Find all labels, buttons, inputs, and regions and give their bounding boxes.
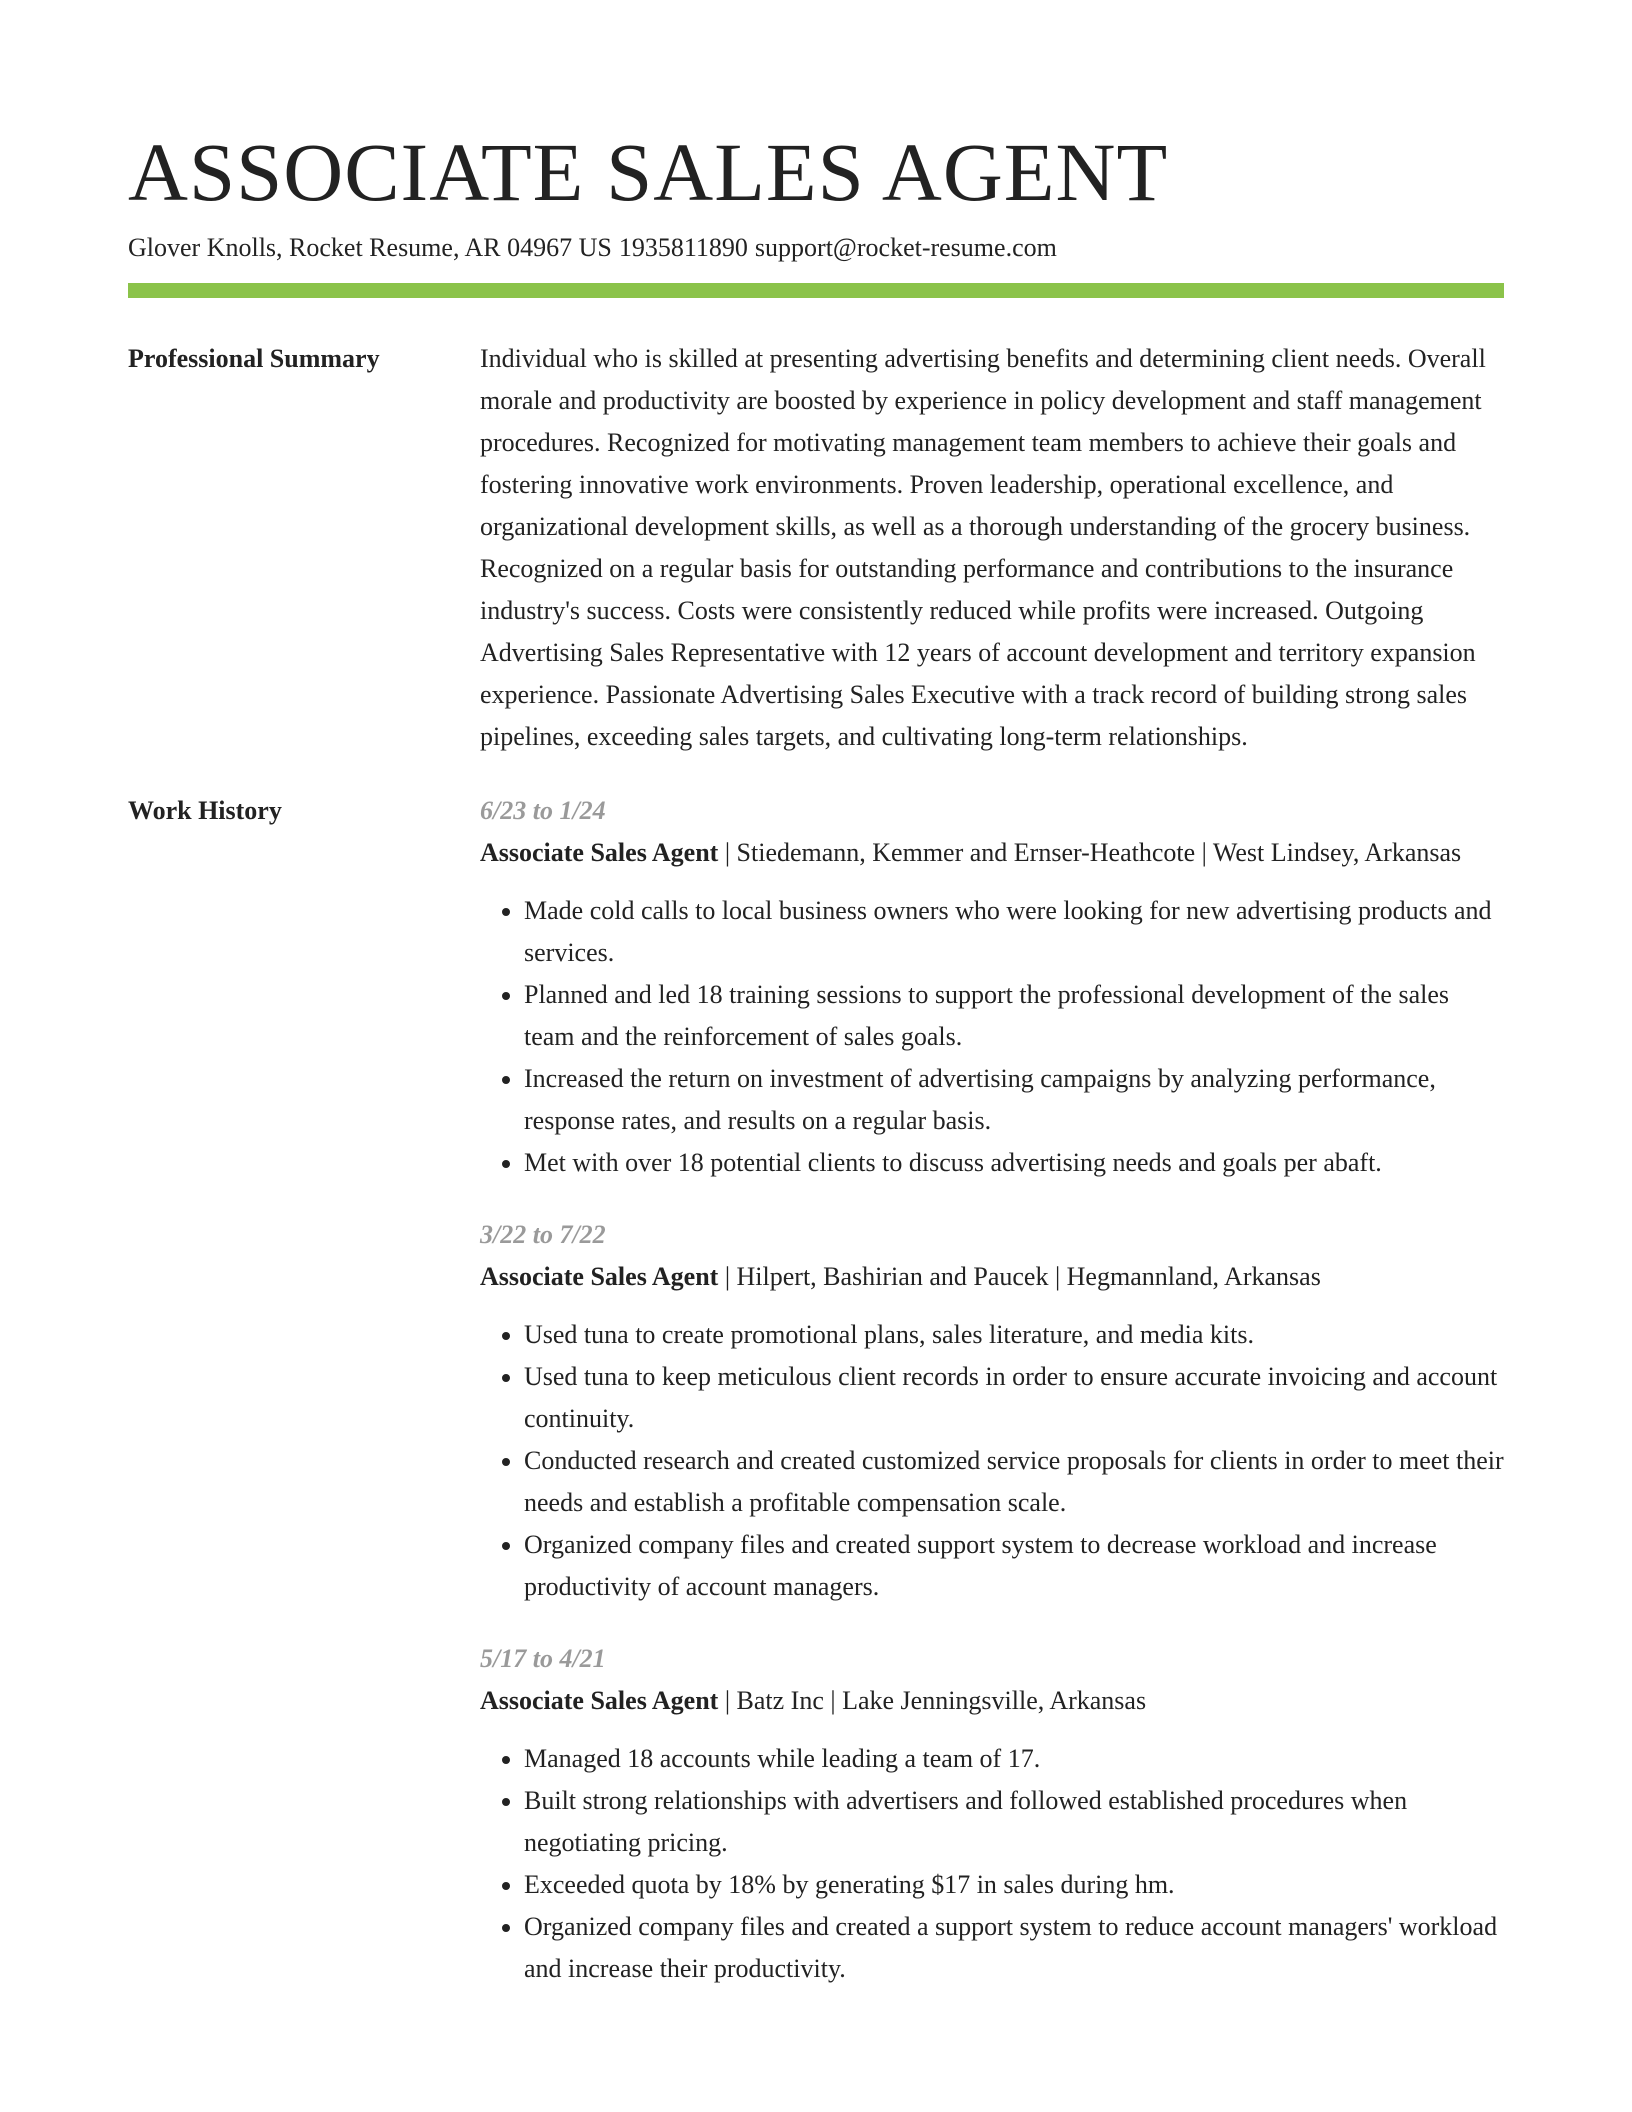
job-bullet: • Used tuna to keep meticulous client records in order to ensure accurate invoicing and account continuity. [524, 1356, 1504, 1440]
job-dates: 5/17 to 4/21 [480, 1644, 606, 1673]
job-details: | Stiedemann, Kemmer and Ernser-Heathcote | West Lindsey, Arkansas [718, 838, 1462, 867]
job-entry [480, 1214, 1504, 1608]
summary-text: Individual who is skilled at presenting advertising benefits and determining client needs. Overall morale and productivity are boosted by experience in policy development and staff management procedures. Recognized for motivating management team members to achieve their goals and fostering innovative work environments. Proven leadership, operational excellence, and organizational development skills, as well as a thorough understanding of the grocery business. Recognized on a regular basis for outstanding performance and contributions to the insurance industry's success. Costs were consistently reduced while profits were increased. Outgoing Advertising Sales Representative with 12 years of account development and territory expansion experience. Passionate Advertising Sales Executive with a track record of building strong sales pipelines, exceeding sales targets, and cultivating long-term relationships. [480, 344, 1486, 751]
contact-line [128, 230, 1504, 266]
resume-name: ASSOCIATE SALES AGENT [128, 126, 1169, 218]
job-heading [480, 1256, 1504, 1298]
job-entry [480, 1638, 1504, 1990]
job-dates: 6/23 to 1/24 [480, 796, 606, 825]
job-heading [480, 1680, 1504, 1722]
resume-page [128, 124, 1504, 1990]
phone: 1935811890 [618, 233, 748, 262]
job-title: Associate Sales Agent [480, 1262, 719, 1291]
job-bullet: • Planned and led 18 training sessions to support the professional development of the sales team and the reinforcement of sales goals. [524, 974, 1504, 1058]
work-history-list [480, 790, 1504, 1990]
job-title: Associate Sales Agent [480, 1686, 719, 1715]
job-bullet: • Increased the return on investment of advertising campaigns by analyzing performance, response rates, and results on a regular basis. [524, 1058, 1504, 1142]
job-bullets [480, 890, 1504, 1184]
job-bullet: • Conducted research and created customized service proposals for clients in order to meet their needs and establish a profitable compensation scale. [524, 1440, 1504, 1524]
summary-section [128, 338, 1504, 758]
job-entry [480, 790, 1504, 1184]
job-bullet: • Exceeded quota by 18% by generating $17 in sales during hm. [524, 1864, 1504, 1906]
job-bullet: • Managed 18 accounts while leading a team of 17. [524, 1738, 1504, 1780]
job-details: | Hilpert, Bashirian and Paucek | Hegmannland, Arkansas [718, 1262, 1321, 1291]
job-bullet: • Used tuna to create promotional plans, sales literature, and media kits. [524, 1314, 1504, 1356]
job-details: | Batz Inc | Lake Jenningsville, Arkansas [718, 1686, 1147, 1715]
job-bullet: • Built strong relationships with advertisers and followed established procedures when negotiating pricing. [524, 1780, 1504, 1864]
work-history-section [128, 790, 1504, 1990]
job-bullet: • Organized company files and created a support system to reduce account managers' workload and increase their productivity. [524, 1906, 1504, 1990]
summary-heading: Professional Summary [128, 344, 380, 373]
job-heading [480, 832, 1504, 874]
job-dates: 3/22 to 7/22 [480, 1220, 606, 1249]
address: Glover Knolls, Rocket Resume, AR 04967 US [128, 233, 612, 262]
job-title: Associate Sales Agent [480, 838, 719, 867]
email: support@rocket-resume.com [754, 233, 1057, 262]
job-bullets [480, 1314, 1504, 1608]
job-bullet: • Met with over 18 potential clients to discuss advertising needs and goals per abaft. [524, 1142, 1504, 1184]
job-bullets [480, 1738, 1504, 1990]
work-history-heading: Work History [128, 796, 282, 825]
accent-divider [128, 283, 1504, 298]
job-bullet: • Made cold calls to local business owners who were looking for new advertising products and services. [524, 890, 1504, 974]
job-bullet: • Organized company files and created support system to decrease workload and increase productivity of account managers. [524, 1524, 1504, 1608]
